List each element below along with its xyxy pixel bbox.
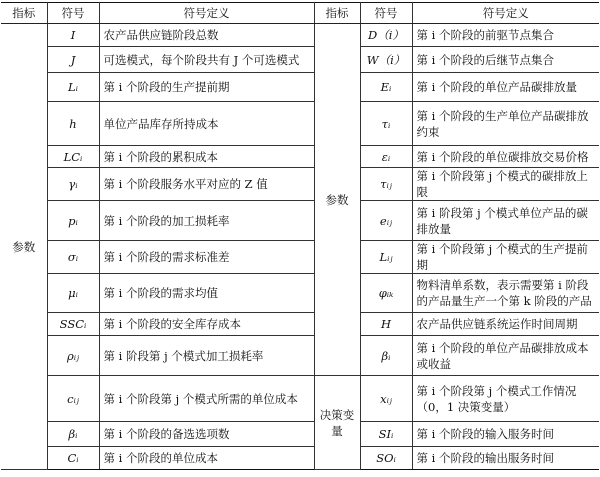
definition-right: 第 i 个阶段的输入服务时间 (412, 422, 599, 447)
table-row (1, 336, 599, 376)
definition-right: 第 i 个阶段的生产单位产品碳排放约束 (412, 102, 599, 146)
definition-right: 第 i 个阶段第 j 个模式的碳排放上限 (412, 168, 599, 201)
definition-left: 农产品供应链阶段总数 (99, 24, 314, 47)
symbol-left: μᵢ (47, 274, 99, 313)
header-symbol-left: 符号 (47, 3, 99, 24)
symbol-right: D（i） (360, 24, 412, 47)
symbol-right: H (360, 313, 412, 336)
symbol-right: φᵢₖ (360, 274, 412, 313)
symbol-definition-table (1, 2, 599, 470)
table-row (1, 24, 599, 47)
definition-left: 单位产品库存所持成本 (99, 102, 314, 146)
definition-left: 第 i 个阶段的备选选项数 (99, 422, 314, 447)
symbol-right: εᵢ (360, 146, 412, 168)
definition-left: 第 i 个阶段服务水平对应的 Z 值 (99, 168, 314, 201)
table-row (1, 376, 599, 422)
symbol-left: cᵢⱼ (47, 376, 99, 422)
symbol-right: SIᵢ (360, 422, 412, 447)
table-row (1, 47, 599, 73)
definition-right: 第 i 个阶段的前驱节点集合 (412, 24, 599, 47)
definition-left: 第 i 个阶段的生产提前期 (99, 73, 314, 102)
definition-right: 第 i 个阶段的单位产品碳排放成本或收益 (412, 336, 599, 376)
definition-left: 第 i 个阶段的需求标准差 (99, 241, 314, 274)
table-row (1, 274, 599, 313)
symbol-left: γᵢ (47, 168, 99, 201)
header-indicator-left: 指标 (1, 3, 47, 24)
table-row (1, 241, 599, 274)
definition-right: 第 i 个阶段第 j 个模式工作情况（0，1 决策变量） (412, 376, 599, 422)
header-row (1, 3, 599, 24)
header-definition-right: 符号定义 (412, 3, 599, 24)
definition-right: 第 i 个阶段的输出服务时间 (412, 447, 599, 470)
definition-left: 第 i 个阶段的安全库存成本 (99, 313, 314, 336)
table-row (1, 422, 599, 447)
definition-left: 第 i 个阶段的单位成本 (99, 447, 314, 470)
header-symbol-right: 符号 (360, 3, 412, 24)
table-row (1, 313, 599, 336)
symbol-left: J (47, 47, 99, 73)
symbol-right: τᵢⱼ (360, 168, 412, 201)
category-right-decision: 决策变量 (314, 376, 360, 470)
definition-right: 物料清单系数，表示需要第 i 阶段的产品量生产一个第 k 阶段的产品 (412, 274, 599, 313)
symbol-right: xᵢⱼ (360, 376, 412, 422)
symbol-right: Lᵢⱼ (360, 241, 412, 274)
symbol-left: LCᵢ (47, 146, 99, 168)
symbol-right: eᵢⱼ (360, 201, 412, 241)
table-row (1, 102, 599, 146)
table-row (1, 168, 599, 201)
definition-right: 第 i 个阶段第 j 个模式的生产提前期 (412, 241, 599, 274)
symbol-left: pᵢ (47, 201, 99, 241)
symbol-left: ρᵢⱼ (47, 336, 99, 376)
table-row (1, 447, 599, 470)
definition-right: 第 i 个阶段的单位产品碳排放量 (412, 73, 599, 102)
symbol-left: h (47, 102, 99, 146)
definition-left: 第 i 个阶段的需求均值 (99, 274, 314, 313)
definition-left: 第 i 个阶段的累积成本 (99, 146, 314, 168)
symbol-right: Eᵢ (360, 73, 412, 102)
table-row (1, 146, 599, 168)
definition-right: 农产品供应链系统运作时间周期 (412, 313, 599, 336)
symbol-left: I (47, 24, 99, 47)
definition-right: 第 i 个阶段的单位碳排放交易价格 (412, 146, 599, 168)
table-body (1, 24, 599, 470)
header-definition-left: 符号定义 (99, 3, 314, 24)
definition-left: 可选模式，每个阶段共有 J 个可选模式 (99, 47, 314, 73)
definition-right: 第 i 阶段第 j 个模式单位产品的碳排放量 (412, 201, 599, 241)
table-row (1, 201, 599, 241)
symbol-right: W（i） (360, 47, 412, 73)
definition-left: 第 i 个阶段的加工损耗率 (99, 201, 314, 241)
category-right-parameter: 参数 (314, 24, 360, 376)
symbol-left: σᵢ (47, 241, 99, 274)
definition-right: 第 i 个阶段的后继节点集合 (412, 47, 599, 73)
symbol-right: βᵢ (360, 336, 412, 376)
definition-left: 第 i 个阶段第 j 个模式所需的单位成本 (99, 376, 314, 422)
definition-left: 第 i 阶段第 j 个模式加工损耗率 (99, 336, 314, 376)
symbol-right: SOᵢ (360, 447, 412, 470)
symbol-right: τᵢ (360, 102, 412, 146)
category-left: 参数 (1, 24, 47, 470)
symbol-left: βᵢ (47, 422, 99, 447)
header-indicator-right: 指标 (314, 3, 360, 24)
symbol-left: Lᵢ (47, 73, 99, 102)
symbol-left: SSCᵢ (47, 313, 99, 336)
symbol-left: Cᵢ (47, 447, 99, 470)
table-row (1, 73, 599, 102)
